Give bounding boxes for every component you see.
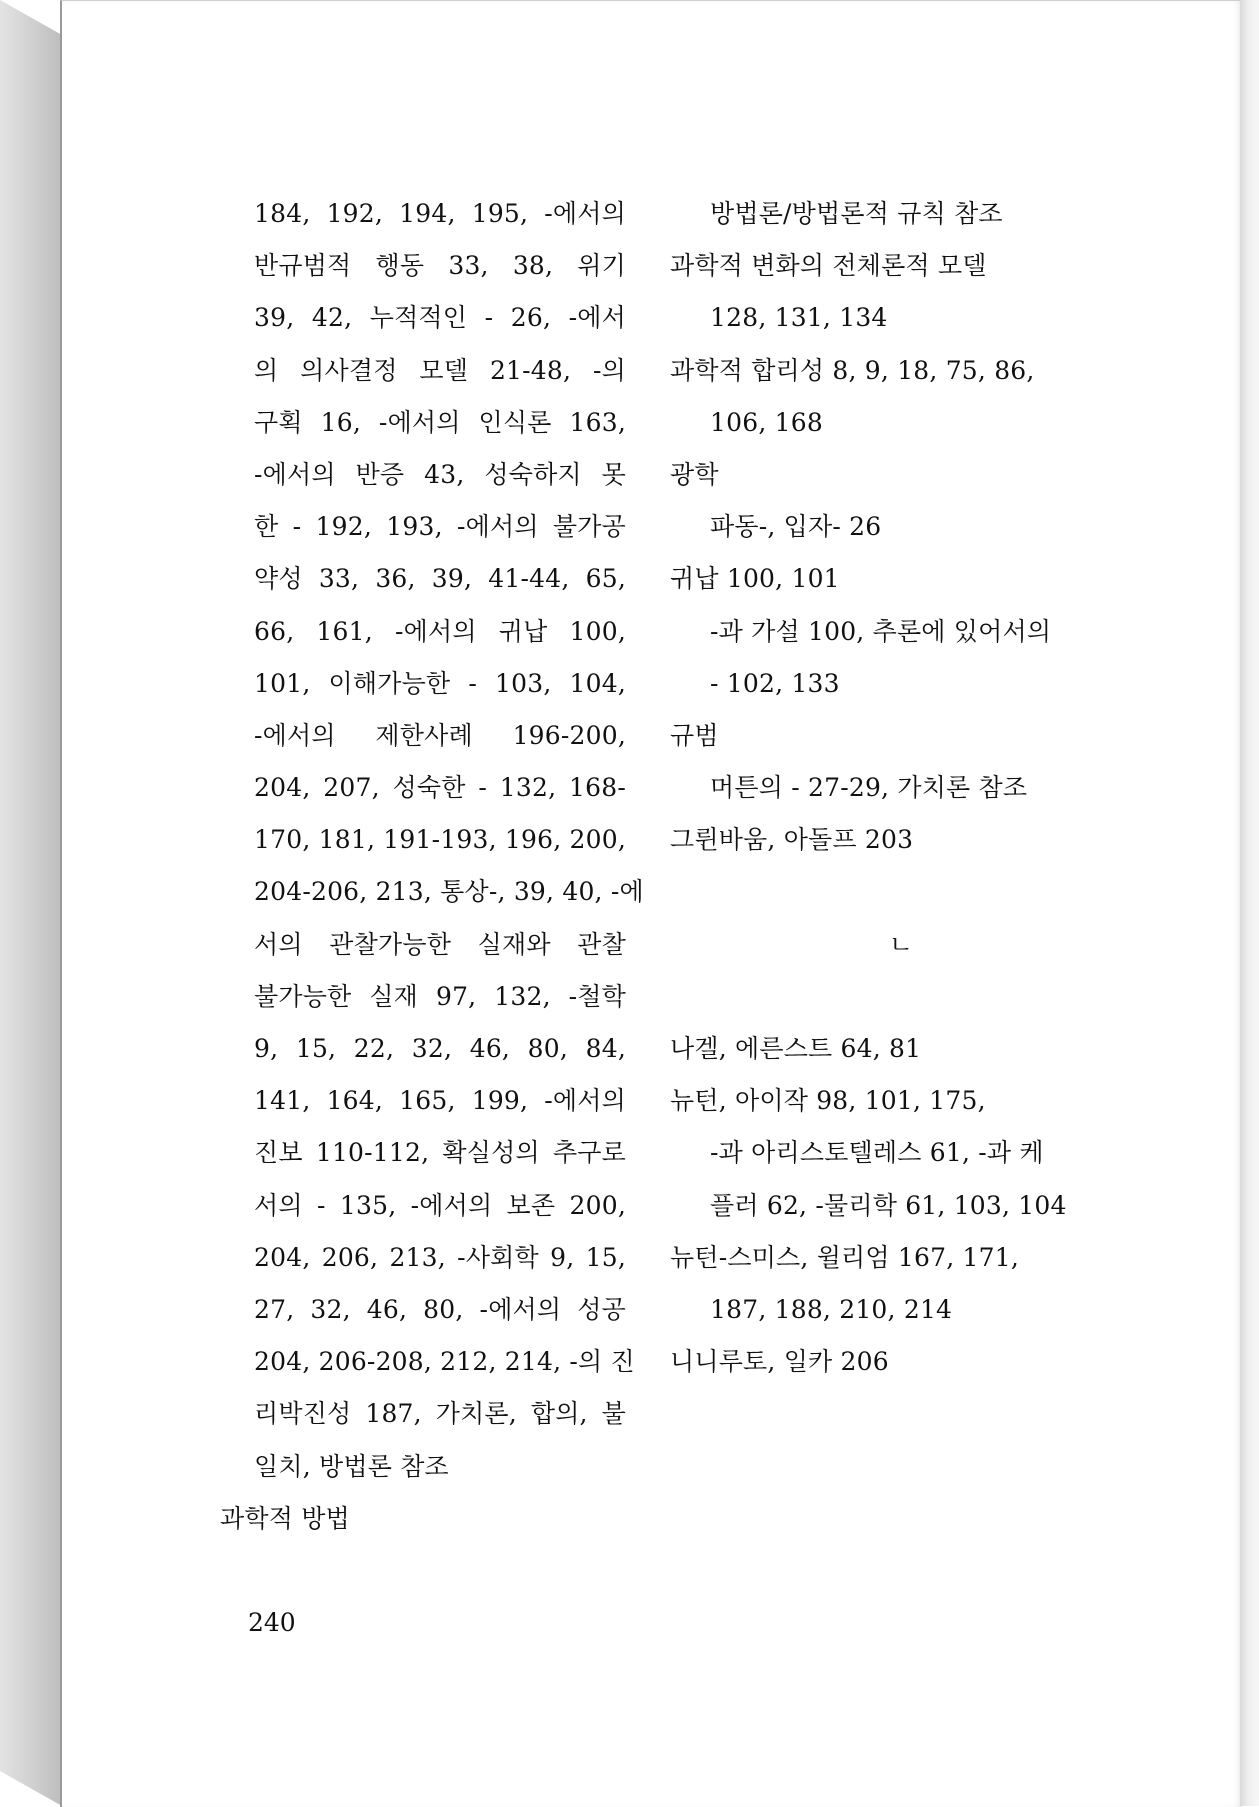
index-line: 의 의사결정 모델 21-48, -의 <box>254 355 626 385</box>
index-entry: 과학적 합리성 8, 9, 18, 75, 86, <box>670 355 1035 385</box>
index-column-left <box>220 188 644 1545</box>
index-subentry: 머튼의 - 27-29, 가치론 참조 <box>710 773 1028 803</box>
index-entry: 뉴턴, 아이작 98, 101, 175, <box>670 1086 986 1116</box>
index-line: 204, 206, 213, -사회학 9, 15, <box>254 1242 626 1272</box>
index-line: 서의 - 135, -에서의 보존 200, <box>254 1190 626 1220</box>
index-subentry: 187, 188, 210, 214 <box>710 1294 953 1324</box>
index-line: 리박진성 187, 가치론, 합의, 불 <box>254 1399 626 1429</box>
index-line: -에서의 반증 43, 성숙하지 못 <box>254 459 626 489</box>
index-line: 204, 207, 성숙한 - 132, 168- <box>254 773 626 803</box>
index-line: 101, 이해가능한 - 103, 104, <box>254 668 626 698</box>
index-line: -에서의 제한사례 196-200, <box>254 720 626 750</box>
index-line: 서의 관찰가능한 실재와 관찰 <box>254 929 626 959</box>
index-subentry: 방법론/방법론적 규칙 참조 <box>710 199 1003 228</box>
index-entry: 과학적 변화의 전체론적 모델 <box>670 251 987 281</box>
blank-line <box>670 866 1082 918</box>
index-subentry: -과 가설 100, 추론에 있어서의 <box>710 616 1052 646</box>
index-subentry: - 102, 133 <box>710 668 840 698</box>
index-column-right <box>670 188 1082 1388</box>
index-entry: 나겔, 에른스트 64, 81 <box>670 1034 922 1063</box>
index-entry: 그륀바움, 아돌프 203 <box>670 825 914 855</box>
index-line: 진보 110-112, 확실성의 추구로 <box>254 1138 626 1168</box>
index-line: 구획 16, -에서의 인식론 163, <box>254 407 626 437</box>
index-line: 일치, 방법론 참조 <box>254 1451 449 1481</box>
index-line: 184, 192, 194, 195, -에서의 <box>254 199 626 228</box>
index-line: 141, 164, 165, 199, -에서의 <box>254 1086 626 1116</box>
section-letter: ㄴ <box>888 929 914 959</box>
index-line: 204, 206-208, 212, 214, -의 진 <box>254 1347 635 1377</box>
index-line: 204-206, 213, 통상-, 39, 40, -에 <box>254 877 644 907</box>
index-entry: 귀납 100, 101 <box>670 564 840 594</box>
page-number: 240 <box>248 1608 296 1637</box>
index-line: 한 - 192, 193, -에서의 불가공 <box>254 512 626 542</box>
index-line: 9, 15, 22, 32, 46, 80, 84, <box>254 1034 626 1063</box>
index-subentry: 106, 168 <box>710 407 823 437</box>
index-subentry: 파동-, 입자- 26 <box>710 512 882 542</box>
index-line: 약성 33, 36, 39, 41-44, 65, <box>254 564 626 594</box>
index-line: 39, 42, 누적적인 - 26, -에서 <box>254 303 626 333</box>
index-line: 반규범적 행동 33, 38, 위기 <box>254 251 626 281</box>
blank-line <box>670 971 1082 1023</box>
index-line: 170, 181, 191-193, 196, 200, <box>254 825 626 855</box>
index-entry: 규범 <box>670 720 719 750</box>
index-entry: 니니루토, 일카 206 <box>670 1347 889 1377</box>
index-subentry: -과 아리스토텔레스 61, -과 케 <box>710 1138 1044 1168</box>
index-entry: 광학 <box>670 459 719 489</box>
index-line: 불가능한 실재 97, 132, -철학 <box>254 981 626 1011</box>
index-line: 27, 32, 46, 80, -에서의 성공 <box>254 1294 626 1324</box>
index-heading: 과학적 방법 <box>220 1503 350 1533</box>
page-edge <box>1240 0 1259 1806</box>
index-subentry: 128, 131, 134 <box>710 303 888 333</box>
index-entry: 뉴턴-스미스, 윌리엄 167, 171, <box>670 1242 1019 1272</box>
index-subentry: 플러 62, -물리학 61, 103, 104 <box>710 1190 1067 1220</box>
index-line: 66, 161, -에서의 귀납 100, <box>254 616 626 646</box>
book-spine <box>0 0 62 1806</box>
